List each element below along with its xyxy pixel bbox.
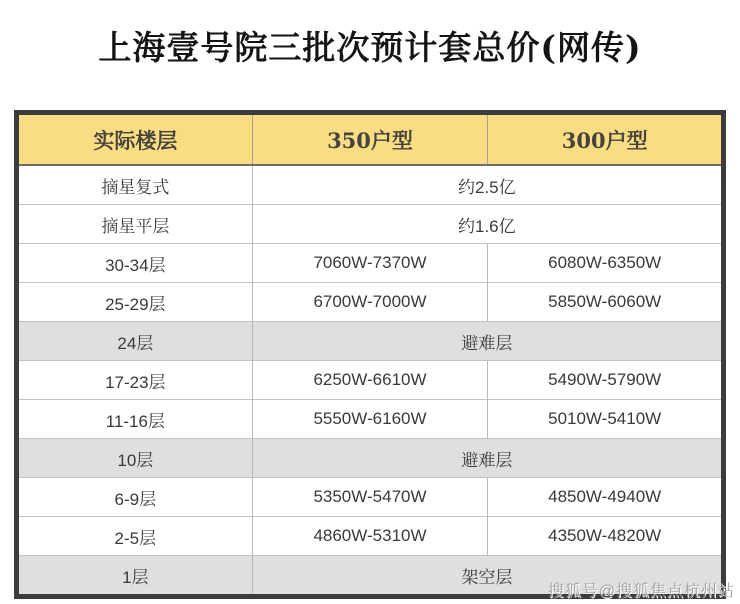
floor-cell: 10层 <box>17 439 253 478</box>
price-cell-350: 7060W-7370W <box>252 244 488 283</box>
column-header-350: 350户型 <box>252 113 488 166</box>
price-cell-300: 5850W-6060W <box>488 283 724 322</box>
merged-value-cell: 约1.6亿 <box>252 205 723 244</box>
merged-value-cell: 避难层 <box>252 439 723 478</box>
table-row <box>17 244 724 283</box>
floor-cell: 6-9层 <box>17 478 253 517</box>
table-row <box>17 478 724 517</box>
floor-cell: 24层 <box>17 322 253 361</box>
table-row <box>17 205 724 244</box>
floor-cell: 25-29层 <box>17 283 253 322</box>
price-cell-300: 5490W-5790W <box>488 361 724 400</box>
column-header-300: 300户型 <box>488 113 724 166</box>
price-cell-350: 5350W-5470W <box>252 478 488 517</box>
price-cell-300: 5010W-5410W <box>488 400 724 439</box>
merged-value-cell: 架空层 <box>252 556 723 597</box>
floor-cell: 30-34层 <box>17 244 253 283</box>
price-cell-350: 6700W-7000W <box>252 283 488 322</box>
table-row <box>17 283 724 322</box>
price-table <box>14 110 726 599</box>
table-row-refuge <box>17 322 724 361</box>
price-cell-350: 6250W-6610W <box>252 361 488 400</box>
merged-value-cell: 避难层 <box>252 322 723 361</box>
price-table-container <box>14 110 726 599</box>
table-row <box>17 400 724 439</box>
table-row <box>17 361 724 400</box>
column-header-floor: 实际楼层 <box>17 113 253 166</box>
price-cell-300: 4850W-4940W <box>488 478 724 517</box>
floor-cell: 17-23层 <box>17 361 253 400</box>
floor-cell: 11-16层 <box>17 400 253 439</box>
merged-value-cell: 约2.5亿 <box>252 165 723 205</box>
page-title: 上海壹号院三批次预计套总价(网传) <box>98 28 642 67</box>
floor-cell: 摘星复式 <box>17 165 253 205</box>
table-row <box>17 517 724 556</box>
floor-cell: 1层 <box>17 556 253 597</box>
table-row <box>17 165 724 205</box>
table-row-refuge <box>17 439 724 478</box>
price-cell-350: 4860W-5310W <box>252 517 488 556</box>
price-cell-300: 4350W-4820W <box>488 517 724 556</box>
sohu-watermark: 搜狐号@搜狐焦点杭州站 <box>547 583 735 600</box>
floor-cell: 摘星平层 <box>17 205 253 244</box>
floor-cell: 2-5层 <box>17 517 253 556</box>
price-cell-300: 6080W-6350W <box>488 244 724 283</box>
table-header-row <box>17 113 724 166</box>
price-cell-350: 5550W-6160W <box>252 400 488 439</box>
